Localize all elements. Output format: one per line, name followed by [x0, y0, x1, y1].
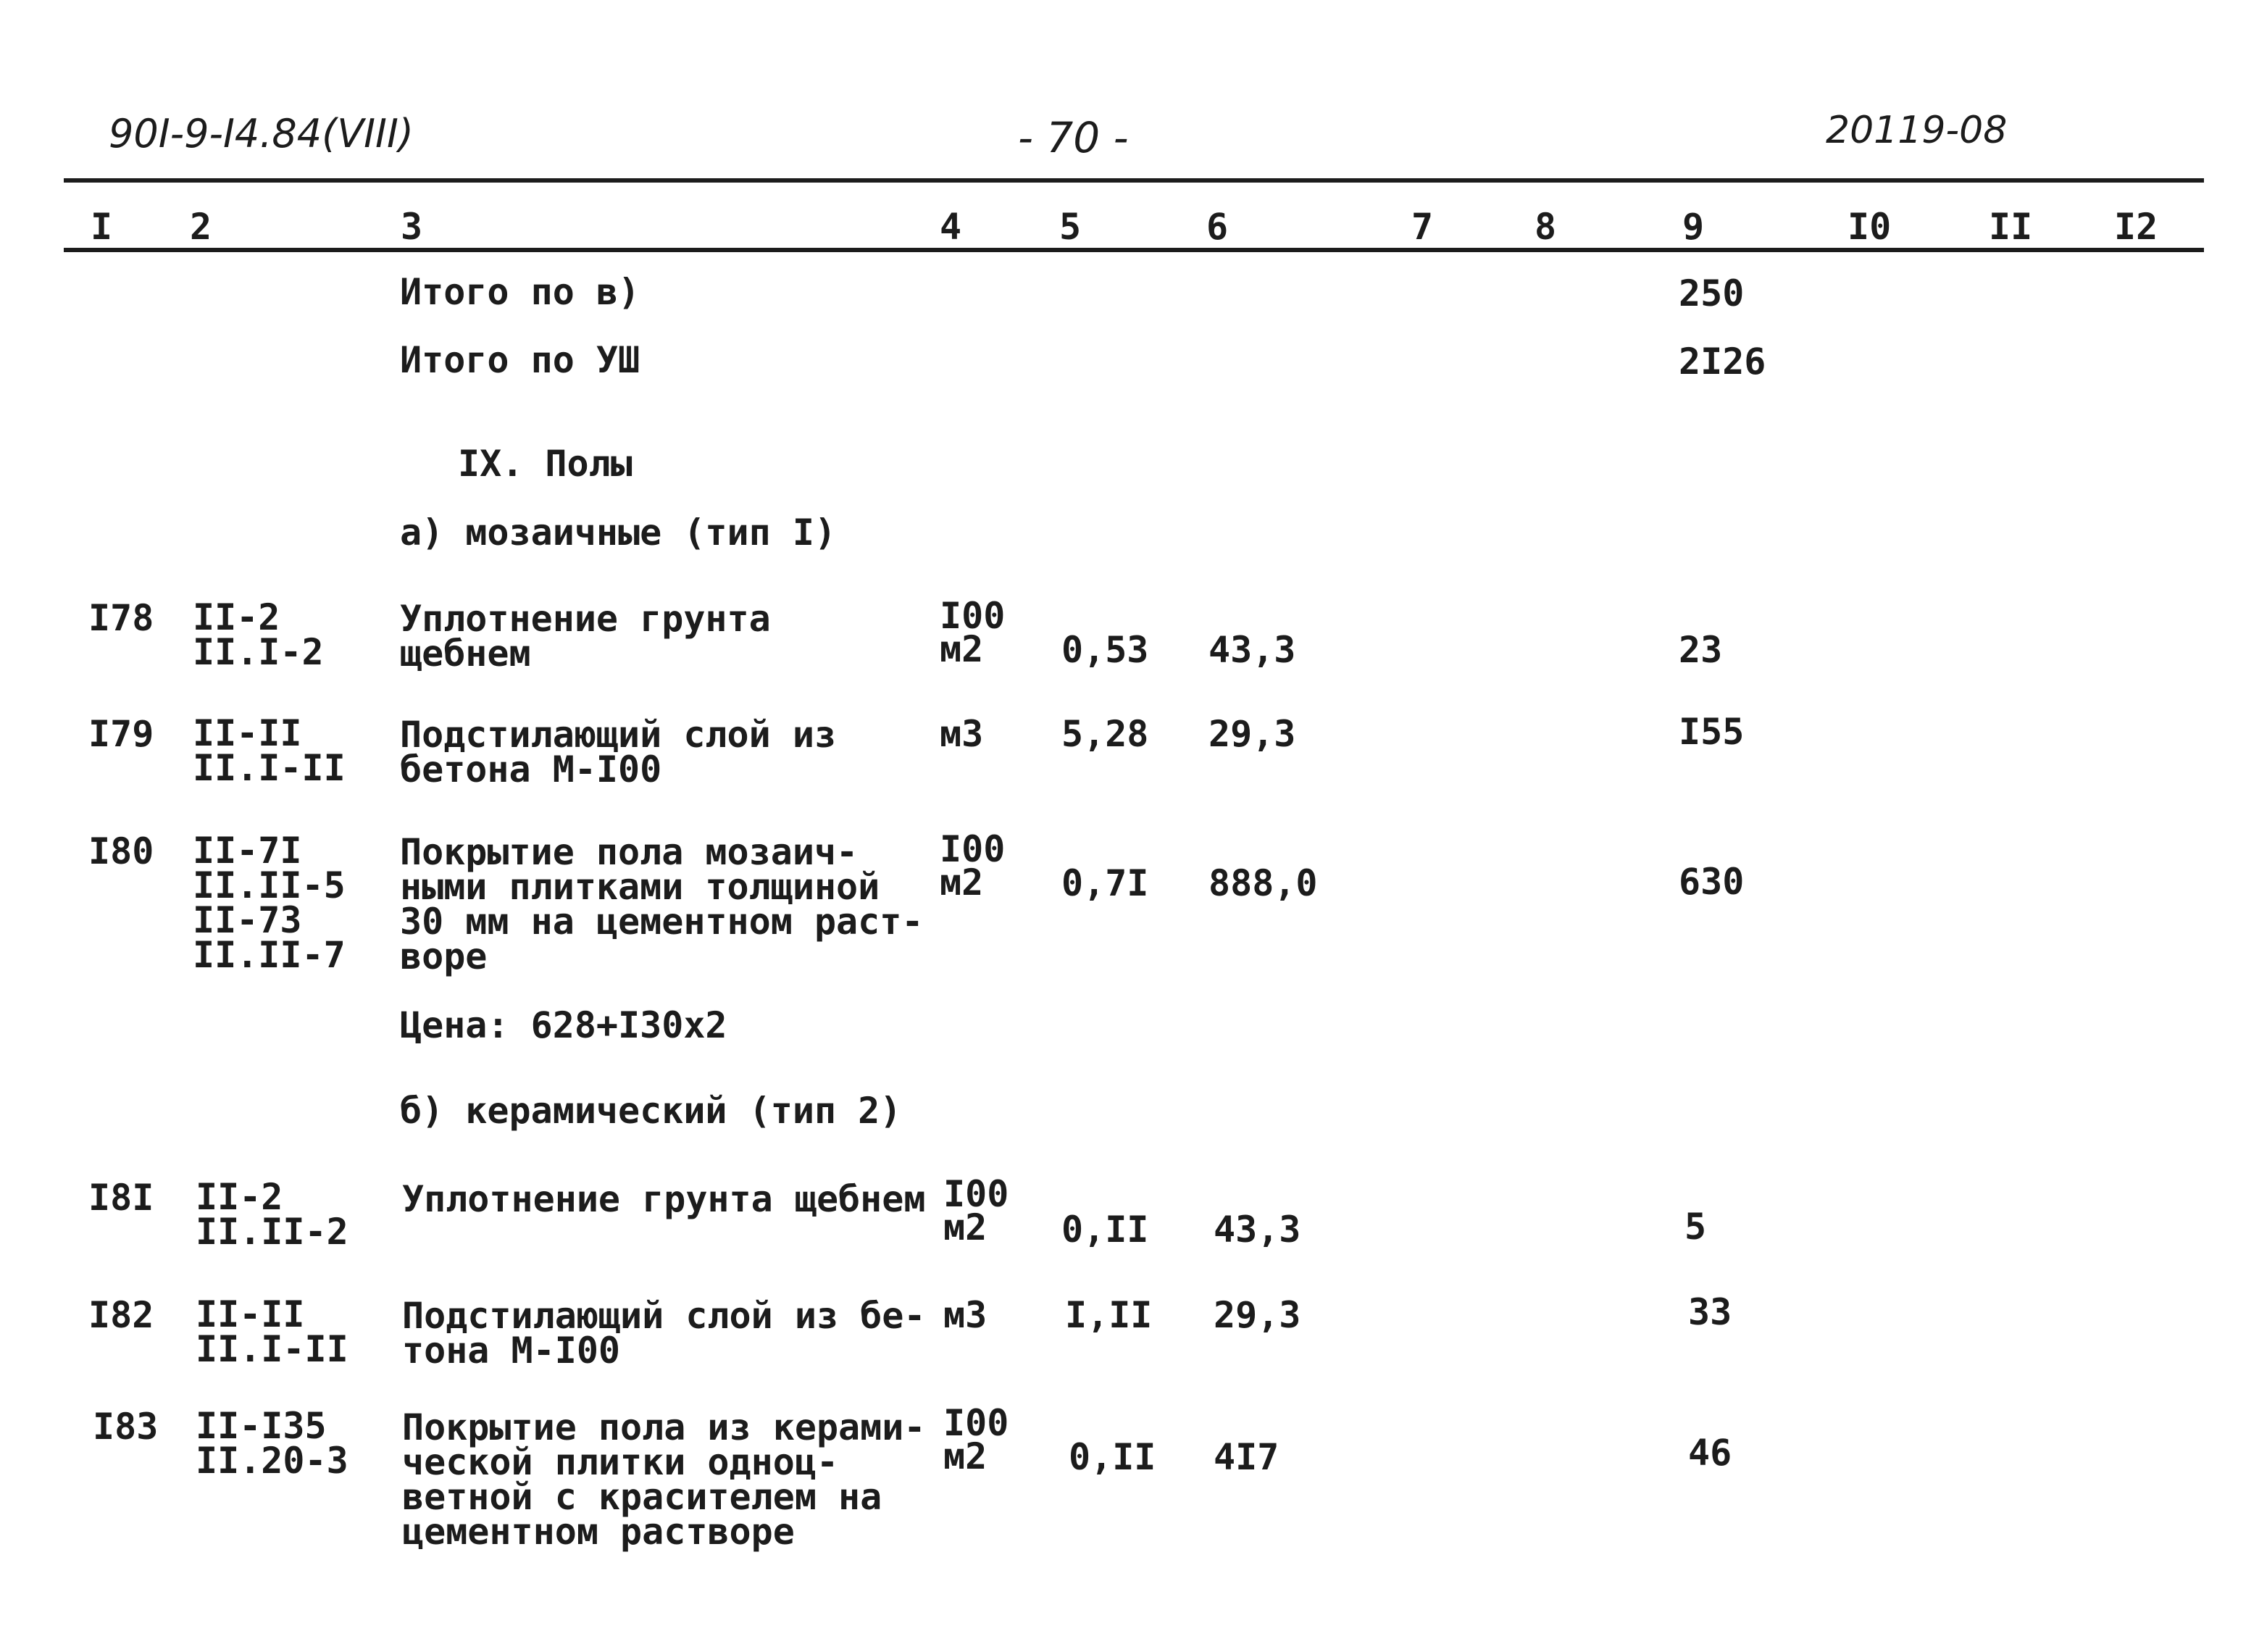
row-number: I82 [88, 1294, 154, 1336]
norm-code: II.I-II [196, 1328, 348, 1370]
unit-price: 4I7 [1214, 1436, 1279, 1478]
norm-code: II-73 [193, 899, 302, 941]
norm-code: II.II-7 [193, 934, 346, 976]
work-description: щебнем [400, 633, 531, 675]
quantity: 0,II [1061, 1209, 1149, 1251]
cost: 630 [1679, 861, 1745, 903]
row-number: I83 [93, 1406, 159, 1448]
norm-code: II-7I [193, 830, 302, 872]
unit-price: 43,3 [1208, 629, 1296, 671]
work-description: бетона М-I00 [400, 748, 662, 790]
quantity: 0,53 [1061, 629, 1149, 671]
work-description: Покрытие пола мозаич- [400, 831, 859, 873]
cost: 46 [1688, 1432, 1732, 1474]
work-description: цементном растворе [402, 1511, 795, 1553]
norm-code: II.II-5 [193, 864, 346, 906]
subsection-title: а) мозаичные (тип I) [400, 512, 837, 554]
column-number: II [1989, 206, 2033, 248]
norm-code: II-I35 [196, 1405, 327, 1447]
subsection-title: б) керамический (тип 2) [400, 1090, 902, 1132]
norm-code: II-II [196, 1293, 305, 1335]
unit-price: 43,3 [1214, 1209, 1301, 1251]
unit-price: 29,3 [1214, 1294, 1301, 1336]
norm-code: II.I-II [193, 747, 346, 789]
work-description: Уплотнение грунта щебнем [402, 1178, 926, 1220]
work-description: Покрытие пола из керами- [402, 1406, 926, 1448]
total-value: 250 [1679, 272, 1745, 314]
unit: I00 [940, 595, 1006, 637]
total-label: Итого по УШ [400, 339, 640, 381]
reference-number: 20119-08 [1826, 109, 2008, 152]
column-number: 5 [1059, 206, 1082, 248]
work-description: ными плитками толщиной [400, 866, 880, 908]
price-note: Цена: 628+I30x2 [400, 1004, 727, 1046]
quantity: I,II [1065, 1294, 1153, 1336]
row-number: I78 [88, 597, 154, 639]
row-number: I79 [88, 713, 154, 755]
column-number: 8 [1535, 206, 1557, 248]
column-number: I0 [1848, 206, 1892, 248]
work-description: воре [400, 935, 488, 977]
column-number: 3 [401, 206, 423, 248]
work-description: 30 мм на цементном раст- [400, 901, 924, 943]
work-description: Уплотнение грунта [400, 598, 771, 640]
unit: м3 [943, 1294, 988, 1336]
cost: 33 [1688, 1291, 1732, 1333]
work-description: Подстилающий слой из бе- [402, 1295, 926, 1337]
unit-price: 888,0 [1208, 862, 1318, 904]
column-number: 6 [1206, 206, 1229, 248]
quantity: 5,28 [1061, 713, 1149, 755]
page-number: - 70 - [1018, 113, 1129, 162]
total-value: 2I26 [1679, 341, 1766, 383]
unit: I00 [943, 1173, 1009, 1215]
header-bottom-rule [64, 248, 2204, 252]
unit: м2 [940, 628, 984, 670]
unit: м2 [943, 1206, 988, 1248]
cost: I55 [1679, 711, 1745, 753]
unit: I00 [940, 828, 1006, 870]
column-number: I [91, 206, 113, 248]
cost: 23 [1679, 629, 1723, 671]
column-number: I2 [2114, 206, 2158, 248]
norm-code: II-II [193, 712, 302, 754]
total-label: Итого по в) [400, 271, 640, 313]
unit: I00 [943, 1402, 1009, 1444]
norm-code: II-2 [196, 1176, 283, 1218]
row-number: I8I [88, 1177, 154, 1219]
unit: м2 [943, 1435, 988, 1477]
work-description: ческой плитки одноц- [402, 1441, 839, 1483]
unit: м2 [940, 862, 984, 904]
column-number: 7 [1411, 206, 1434, 248]
column-number: 2 [190, 206, 212, 248]
work-description: ветной с красителем на [402, 1476, 882, 1518]
cost: 5 [1684, 1206, 1707, 1248]
document-code: 90I-9-I4.84(VIII) [109, 111, 414, 157]
norm-code: II.II-2 [196, 1211, 348, 1253]
row-number: I80 [88, 830, 154, 872]
work-description: тона М-I00 [402, 1330, 621, 1372]
section-title: IX. Полы [458, 443, 632, 485]
norm-code: II-2 [193, 596, 280, 638]
norm-code: II.I-2 [193, 631, 324, 673]
unit: м3 [940, 713, 984, 755]
header-top-rule [64, 178, 2204, 183]
unit-price: 29,3 [1208, 713, 1296, 755]
work-description: Подстилающий слой из [400, 714, 837, 756]
quantity: 0,7I [1061, 862, 1149, 904]
column-number: 9 [1682, 206, 1705, 248]
quantity: 0,II [1069, 1436, 1156, 1478]
column-number: 4 [940, 206, 962, 248]
norm-code: II.20-3 [196, 1440, 348, 1482]
